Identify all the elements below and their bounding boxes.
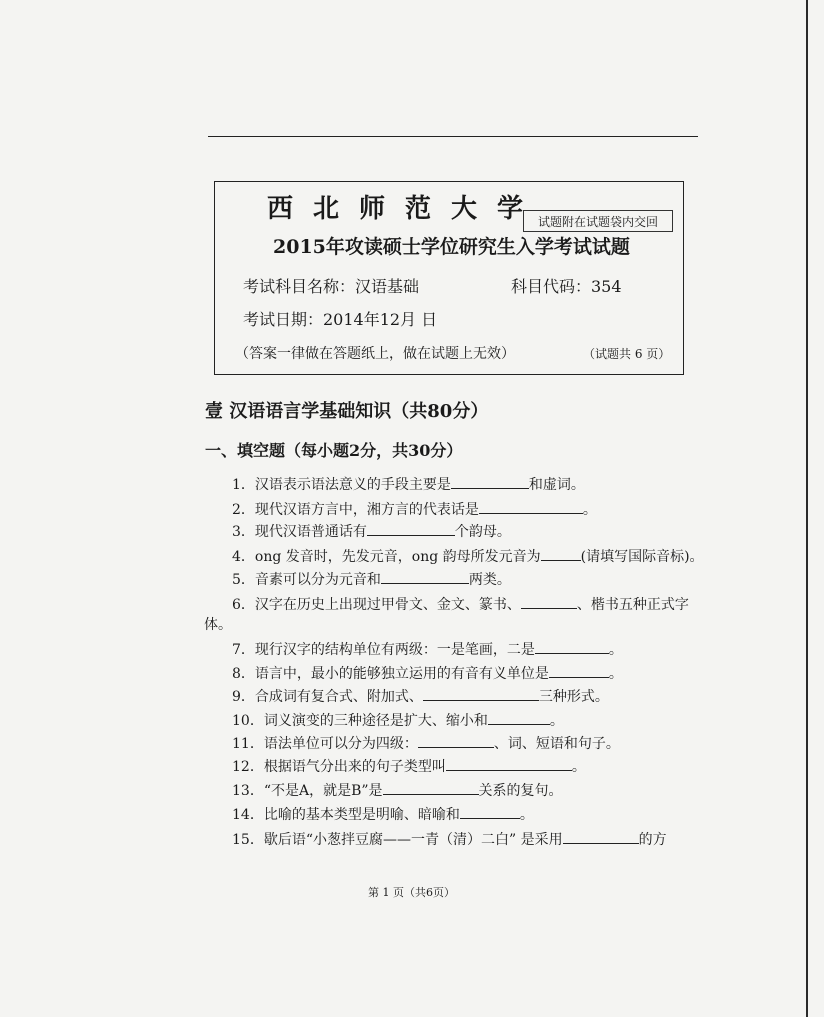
question-text-end: 两类。 xyxy=(468,572,511,588)
answer-blank xyxy=(460,805,520,819)
question-text-end: 。 xyxy=(608,666,623,682)
question-7 xyxy=(232,639,623,659)
question-text: 5．音素可以分为元音和 xyxy=(232,572,381,588)
question-text: 10．词义演变的三种途径是扩大、缩小和 xyxy=(232,713,488,729)
question-text: 12．根据语气分出来的句子类型叫 xyxy=(232,759,446,775)
part-title: 壹 汉语语言学基础知识（共80分） xyxy=(205,401,489,422)
question-15 xyxy=(232,829,667,849)
answer-blank xyxy=(381,570,469,584)
question-text-end: 。 xyxy=(519,807,534,823)
question-text-end: 的方 xyxy=(638,832,667,848)
question-text-end: 三种形式。 xyxy=(538,689,609,705)
answer-blank xyxy=(541,547,581,561)
question-text: 4．ong 发音时，先发元音，ong 韵母所发元音为 xyxy=(232,549,541,565)
answer-blank xyxy=(521,595,577,609)
university-name: 西北师范大学 xyxy=(267,194,544,224)
question-text-end: 、词、短语和句子。 xyxy=(493,736,620,752)
answer-blank xyxy=(418,734,494,748)
exam-title: 2015年攻读硕士学位研究生入学考试试题 xyxy=(273,236,630,258)
question-8 xyxy=(232,663,623,683)
answer-blank xyxy=(446,757,572,771)
question-text: 7．现行汉字的结构单位有两级：一是笔画，二是 xyxy=(232,642,535,658)
question-text: 14．比喻的基本类型是明喻、暗喻和 xyxy=(232,807,460,823)
question-10 xyxy=(232,710,564,730)
question-text-end: 。 xyxy=(608,642,623,658)
question-text-end: 。 xyxy=(571,759,586,775)
question-5 xyxy=(232,569,511,589)
question-9 xyxy=(232,686,609,706)
question-text-end: 和虚词。 xyxy=(528,477,585,493)
question-text-end: 关系的复句。 xyxy=(478,783,563,799)
question-6-continued xyxy=(204,614,232,634)
answer-instruction: （答案一律做在答题纸上，做在试题上无效） xyxy=(235,346,515,362)
exam-header-box xyxy=(214,181,684,375)
question-text: 1．汉语表示语法意义的手段主要是 xyxy=(232,477,451,493)
question-1 xyxy=(232,474,585,494)
answer-blank xyxy=(423,687,539,701)
subject-code: 科目代码：354 xyxy=(511,277,622,296)
question-text: 13．“不是A，就是B”是 xyxy=(232,783,383,799)
answer-blank xyxy=(488,711,550,725)
return-notice-stamp: 试题附在试题袋内交回 xyxy=(523,210,673,232)
answer-blank xyxy=(383,781,479,795)
section-title: 一、填空题（每小题2分，共30分） xyxy=(205,441,463,460)
page-footer: 第 1 页（共6页） xyxy=(368,886,455,899)
question-text-end: (请填写国际音标)。 xyxy=(580,549,704,565)
question-text: 体。 xyxy=(204,617,232,633)
page-count: （试题共 6 页） xyxy=(583,347,671,361)
answer-blank xyxy=(549,664,609,678)
question-text: 8．语言中，最小的能够独立运用的有音有义单位是 xyxy=(232,666,549,682)
question-4 xyxy=(232,546,704,566)
question-13 xyxy=(232,780,563,800)
question-text-end: 。 xyxy=(549,713,564,729)
answer-blank xyxy=(367,522,455,536)
question-text: 2．现代汉语方言中，湘方言的代表话是 xyxy=(232,502,479,518)
subject-name: 考试科目名称：汉语基础 xyxy=(243,277,420,296)
question-14 xyxy=(232,804,534,824)
question-text-end: 。 xyxy=(582,502,597,518)
question-6 xyxy=(232,594,689,614)
question-12 xyxy=(232,756,586,776)
exam-date: 考试日期：2014年12月 日 xyxy=(243,310,438,329)
answer-blank xyxy=(451,475,529,489)
top-rule xyxy=(208,136,698,137)
question-text-end: 个韵母。 xyxy=(454,524,511,540)
question-text: 3．现代汉语普通话有 xyxy=(232,524,367,540)
question-text: 15．歇后语“小葱拌豆腐——一青（清）二白” 是采用 xyxy=(232,832,563,848)
question-text: 11．语法单位可以分为四级： xyxy=(232,736,418,752)
question-3 xyxy=(232,521,511,541)
answer-blank xyxy=(535,640,609,654)
question-11 xyxy=(232,733,620,753)
question-text: 9．合成词有复合式、附加式、 xyxy=(232,689,423,705)
page-edge-line xyxy=(806,0,808,1017)
answer-blank xyxy=(563,830,639,844)
question-text-end: 、楷书五种正式字 xyxy=(576,597,689,613)
answer-blank xyxy=(479,500,583,514)
question-2 xyxy=(232,499,597,519)
question-text: 6．汉字在历史上出现过甲骨文、金文、篆书、 xyxy=(232,597,521,613)
